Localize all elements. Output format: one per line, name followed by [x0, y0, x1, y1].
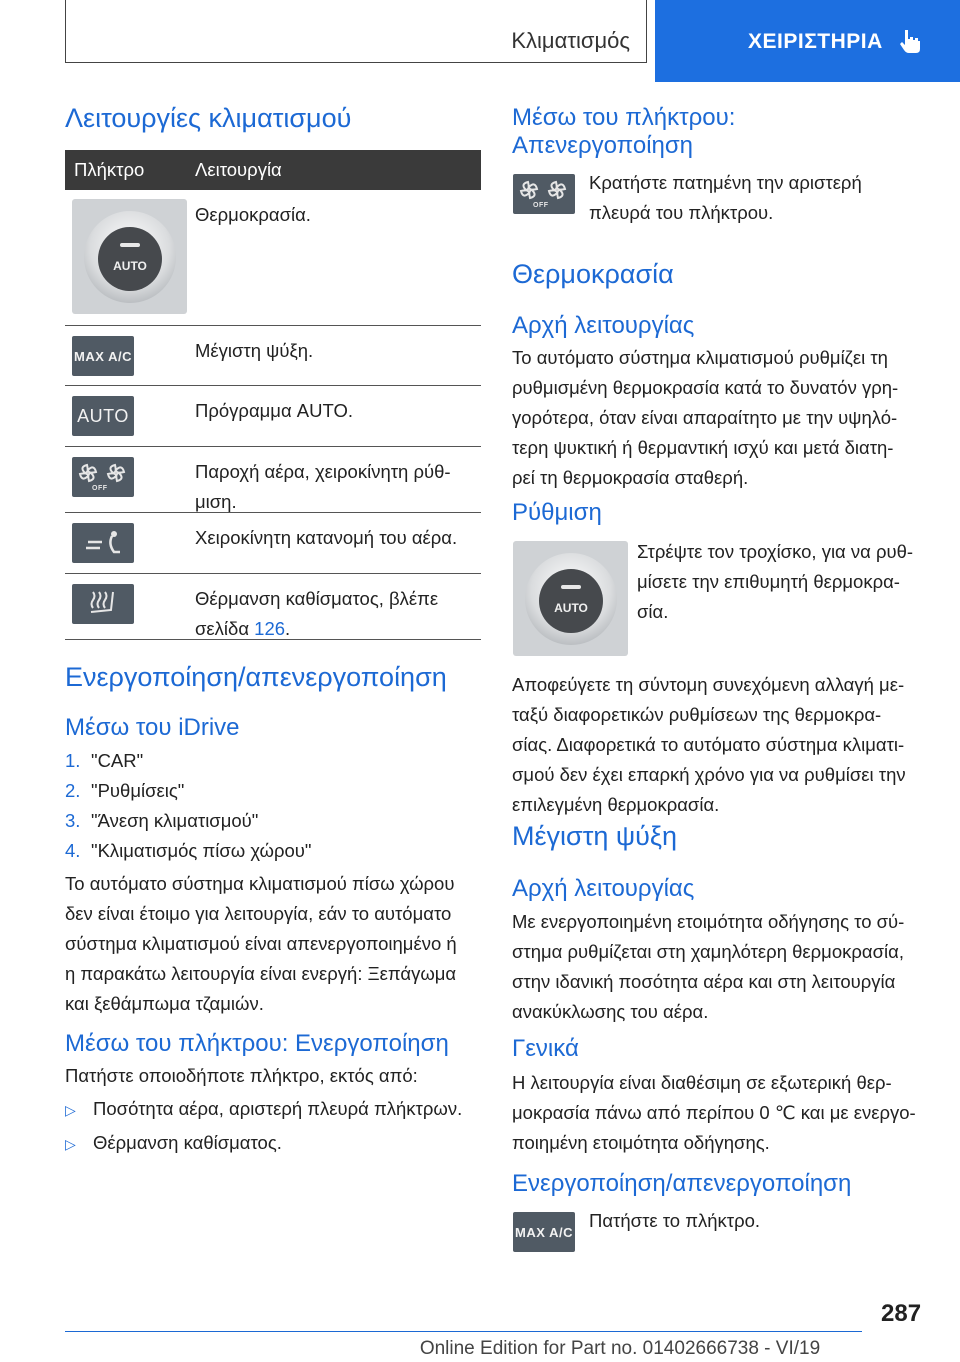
- svg-text:OFF: OFF: [533, 202, 549, 209]
- text-line: Με ενεργοποιημένη ετοιμότητα οδήγησης το σύ‐: [512, 911, 905, 932]
- general-title: Γενικά: [512, 1035, 579, 1062]
- list-item: [65, 1128, 462, 1159]
- text-line: ρυθμισμένη θερμοκρασία κατά το δυνατόν γρη‐: [512, 377, 899, 398]
- row-function: Χειροκίνητη κατανομή του αέρα.: [195, 527, 458, 548]
- air-distribution-button-image: [72, 523, 134, 563]
- principle-title: Αρχή λειτουργίας: [512, 312, 695, 339]
- text-line: ρεί τη θερμοκρασία σταθερή.: [512, 467, 749, 488]
- setting-text: [637, 537, 913, 627]
- text-line: σίας. Διαφορετικά το αυτόματο σύστημα κλιματι‐: [512, 734, 905, 755]
- text-line: στην ιδανική ποσότητα αέρα και στη λειτουργία: [512, 971, 896, 992]
- temperature-title: Θερμοκρασία: [512, 259, 674, 289]
- list-item: [65, 806, 312, 836]
- principle-title-2: Αρχή λειτουργίας: [512, 875, 695, 902]
- knob-ring: [525, 553, 617, 645]
- fan-off-icon: [517, 177, 571, 211]
- list-item: [65, 1094, 462, 1125]
- list-item: [65, 836, 312, 866]
- knob-auto-label: AUTO: [554, 601, 588, 615]
- table-header: [65, 150, 481, 190]
- air-distribution-icon: [78, 528, 128, 558]
- text-line: και ξεθάμπωμα τζαμιών.: [65, 993, 264, 1014]
- press-text: Πατήστε το πλήκτρο.: [589, 1210, 761, 1231]
- page-link-126[interactable]: 126: [254, 618, 286, 639]
- row-function: Παροχή αέρα, χειροκίνητη ρύθ‐ μιση.: [195, 461, 451, 512]
- text-line: η παρακάτω λειτουργία είναι ενεργή: Ξεπάγωμα: [65, 963, 457, 984]
- setting-title: Ρύθμιση: [512, 499, 602, 526]
- table-row: [65, 513, 481, 574]
- text-line: Η λειτουργία είναι διαθέσιμη σε εξωτερική θερ‐: [512, 1072, 892, 1093]
- bullet-text: Θέρμανση καθίσματος.: [93, 1132, 282, 1153]
- step-text: "Ρυθμίσεις": [91, 780, 185, 801]
- fan-icon: [76, 460, 130, 494]
- functions-title: Λειτουργίες κλιματισμού: [65, 103, 352, 133]
- header-section-box: [65, 0, 647, 63]
- text-line: Κρατήστε πατημένη την αριστερή: [589, 172, 862, 193]
- bullet-text: Ποσότητα αέρα, αριστερή πλευρά πλήκτρων.: [93, 1098, 463, 1119]
- text-line: στημα ρυθμίζεται στη χαμηλότερη θερμοκρασία,: [512, 941, 904, 962]
- step-text: "Άνεση κλιματισμού": [91, 810, 259, 831]
- header-chapter-label: ΧΕΙΡΙΣΤΗΡΙΑ: [748, 30, 883, 53]
- temperature-text: [512, 343, 898, 493]
- bullet-list: [65, 1094, 462, 1159]
- fan-button-image: [72, 457, 134, 497]
- text-line: σία.: [637, 601, 669, 622]
- col-function-header: Λειτουργία: [195, 159, 282, 180]
- text-line: επιλεγμένη θερμοκρασία.: [512, 794, 720, 815]
- text-line: μοκρασία πάνω από περίπου 0 ℃ και με ενεργο‐: [512, 1102, 916, 1123]
- table-row: [65, 386, 481, 447]
- page-number: 287: [881, 1300, 922, 1327]
- minus-icon: [120, 243, 140, 247]
- fan-off-button-image: [513, 174, 575, 214]
- knob-center: [98, 227, 162, 291]
- footer-edition: [0, 1338, 960, 1360]
- text-line: ανακύκλωσης του αέρα.: [512, 1001, 709, 1022]
- activation-title-2: Ενεργοποίηση/απενεργοποίηση: [512, 1170, 852, 1197]
- button-off-title-line1: Μέσω του πλήκτρου:: [512, 104, 736, 131]
- list-item: [65, 746, 312, 776]
- button-off-text: [589, 168, 862, 228]
- step-number: 2.: [65, 780, 81, 801]
- table-row: [65, 190, 481, 326]
- text-line: σμού δεν έχει επαρκή χρόνο για να ρυθμίσει την: [512, 764, 906, 785]
- step-number: 4.: [65, 840, 81, 861]
- row-function: Πρόγραμμα AUTO.: [195, 400, 353, 421]
- text-line: πλευρά του πλήκτρου.: [589, 202, 774, 223]
- step-number: 3.: [65, 810, 81, 831]
- text-line: Αποφεύγετε τη σύντομη συνεχόμενη αλλαγή με‐: [512, 674, 905, 695]
- footer-divider: [65, 1331, 862, 1332]
- step-number: 1.: [65, 750, 81, 771]
- max-ac-button-image: MAX A/C: [513, 1212, 575, 1252]
- text-line: ποιημένη ετοιμότητα οδήγησης.: [512, 1132, 770, 1153]
- idrive-note: [65, 869, 457, 1019]
- idrive-title: Μέσω του iDrive: [65, 714, 240, 741]
- text-line: Στρέψτε τον τροχίσκο, για να ρυθ‐: [637, 541, 914, 562]
- functions-table: [65, 150, 481, 640]
- button-off-title-line2: Απενεργοποίηση: [512, 132, 694, 159]
- button-on-title: Μέσω του πλήκτρου: Ενεργοποίηση: [65, 1030, 449, 1057]
- idrive-steps: [65, 746, 312, 866]
- triangle-bullet-icon: ▷: [65, 1102, 76, 1118]
- knob-center: [539, 569, 603, 633]
- row-function: Θερμοκρασία.: [195, 204, 311, 225]
- text-line: Το αυτόματο σύστημα κλιματισμού πίσω χώρου: [65, 873, 455, 894]
- text-line: μίσετε την επιθυμητή θερμοκρα‐: [637, 571, 900, 592]
- row-function: [195, 584, 479, 644]
- max-cooling-title: Μέγιστη ψύξη: [512, 821, 677, 851]
- max-ac-button-image: MAX A/C: [72, 336, 134, 376]
- triangle-bullet-icon: ▷: [65, 1136, 76, 1152]
- temperature-knob-image: [72, 199, 187, 314]
- button-on-text: Πατήστε οποιοδήποτε πλήκτρο, εκτός από:: [65, 1065, 418, 1086]
- table-row: [65, 574, 481, 640]
- col-key-header: Πλήκτρο: [74, 159, 145, 180]
- step-text: "Κλιματισμός πίσω χώρου": [91, 840, 312, 861]
- knob-ring: [84, 211, 176, 303]
- knob-auto-label: AUTO: [113, 259, 147, 273]
- period: .: [285, 618, 291, 639]
- temperature-knob-image: [513, 541, 628, 656]
- hand-pointer-icon: [896, 27, 924, 55]
- activation-title: Ενεργοποίηση/απενεργοποίηση: [65, 662, 447, 692]
- text-line: τερη ψυκτική ή θερμαντική ισχύ και μετά διατη‐: [512, 437, 894, 458]
- table-row: [65, 447, 481, 513]
- auto-button-image: AUTO: [72, 396, 134, 436]
- seat-heating-text: Θέρμανση καθίσματος, βλέπε σελίδα: [195, 588, 439, 639]
- max-cooling-text: [512, 907, 904, 1027]
- text-line: δεν είναι έτοιμο για λειτουργία, εάν το αυτόματο: [65, 903, 452, 924]
- text-line: σύστημα κλιματισμού είναι απενεργοποιημένο ή: [65, 933, 457, 954]
- header-chapter-tab[interactable]: [655, 0, 960, 82]
- footer-edition-text: Online Edition for Part no. 01402666738 - VI/19: [419, 1338, 821, 1359]
- table-row: [65, 326, 481, 386]
- text-line: ταξύ διαφορετικών ρυθμίσεων της θερμοκρα‐: [512, 704, 882, 725]
- text-line: γορότερα, όταν είναι απαραίτητο με την υψηλό‐: [512, 407, 898, 428]
- header-section-title: Κλιματισμός: [511, 28, 630, 53]
- row-function: Μέγιστη ψύξη.: [195, 340, 314, 361]
- svg-text:OFF: OFF: [92, 485, 108, 492]
- seat-heating-icon: [83, 588, 123, 620]
- general-text: [512, 1068, 916, 1158]
- step-text: "CAR": [91, 750, 144, 771]
- minus-icon: [561, 585, 581, 589]
- avoid-text: [512, 670, 906, 820]
- seat-heating-button-image: [72, 584, 134, 624]
- list-item: [65, 776, 312, 806]
- text-line: Το αυτόματο σύστημα κλιματισμού ρυθμίζει τη: [512, 347, 888, 368]
